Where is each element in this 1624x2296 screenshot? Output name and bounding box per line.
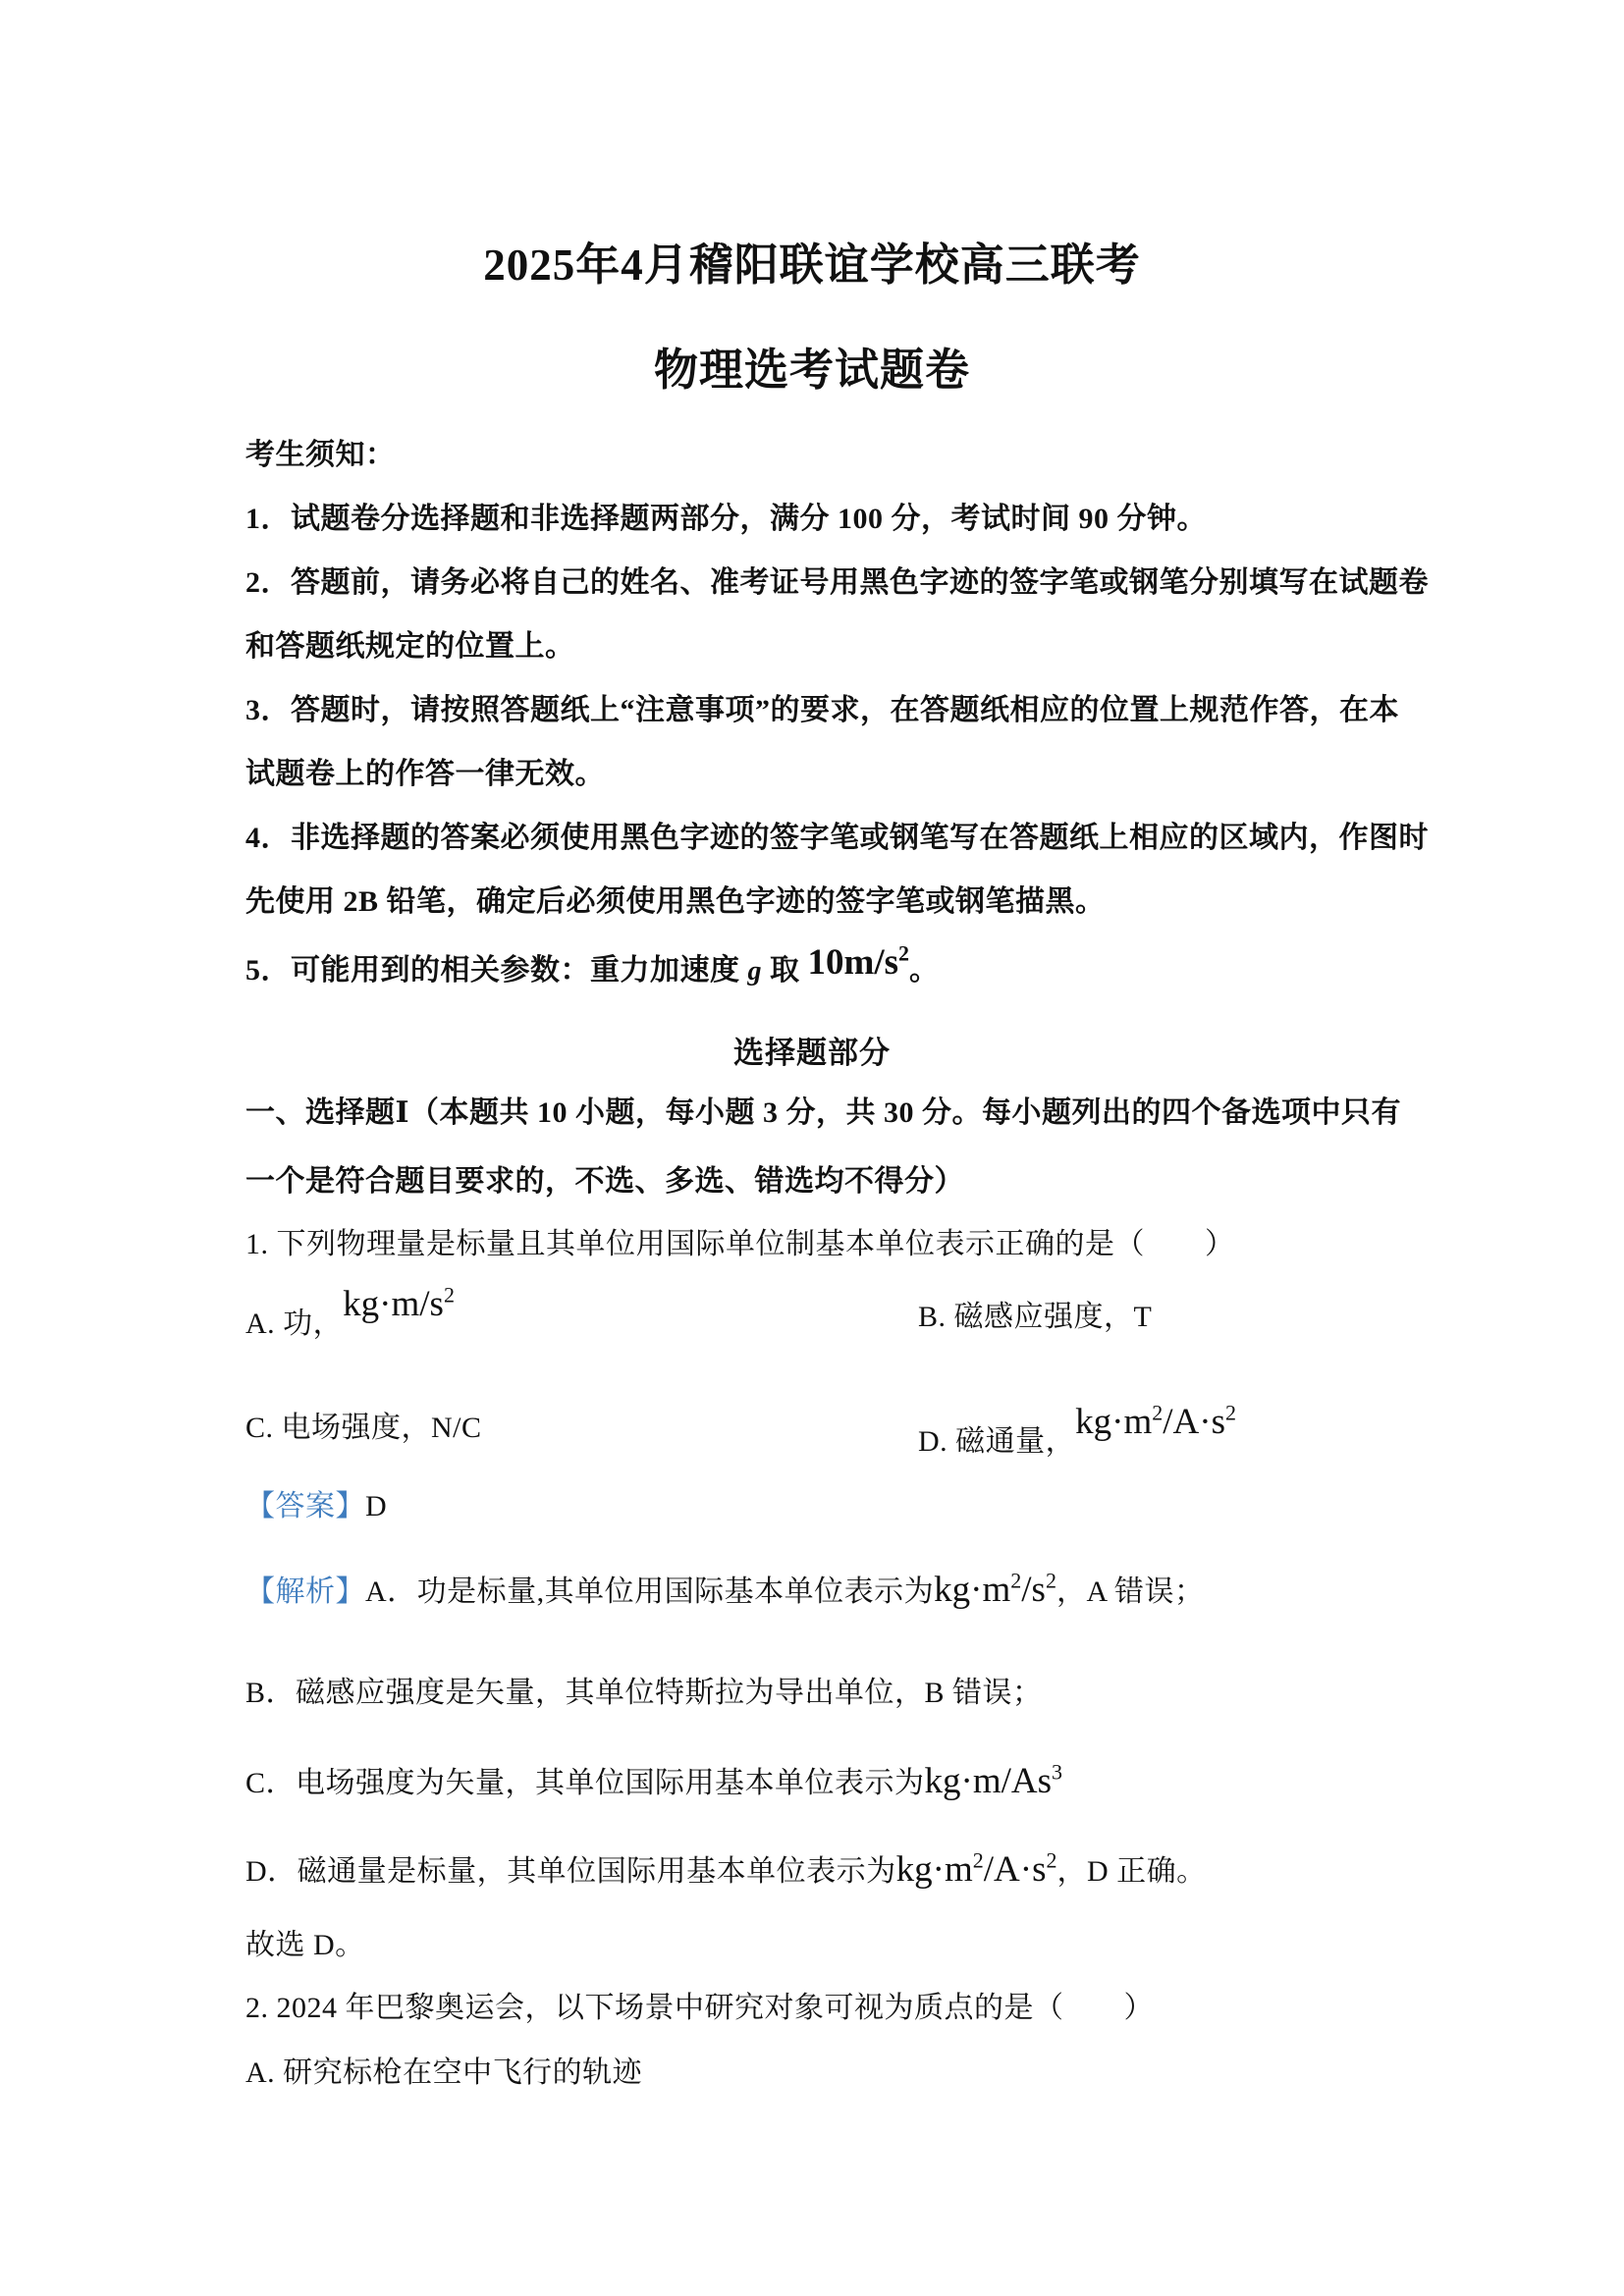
- analysis-line-d: [245, 1845, 1207, 1895]
- notice-item-2-line-1: 2．答题前，请务必将自己的姓名、准考证号用黑色字迹的签字笔或钢笔分别填写在试题卷: [245, 566, 1429, 599]
- analysis-c-formula: [925, 1761, 1063, 1801]
- analysis-a-formula: [934, 1570, 1056, 1610]
- analysis-a-conclusion: ，A 错误；: [1056, 1575, 1205, 1608]
- analysis-a-exponent-1: 2: [1010, 1568, 1022, 1593]
- question-1-stem: 1. 下列物理量是标量且其单位用国际单位制基本单位表示正确的是（ ）: [245, 1228, 1235, 1260]
- answer-tag: 【答案】: [245, 1490, 365, 1522]
- analysis-d-conclusion: ，D 正确。: [1056, 1855, 1207, 1888]
- option-d-exponent-2: 2: [1225, 1400, 1237, 1425]
- analysis-d-unit-part-1: kg·m: [895, 1849, 973, 1890]
- question-1-option-b: B. 磁感应强度，T: [918, 1301, 1153, 1333]
- gravity-value-exponent: 2: [898, 940, 909, 966]
- option-d-formula: [1075, 1398, 1236, 1447]
- question-1-option-a: [245, 1282, 455, 1347]
- notice-item-5-suffix: 。: [909, 954, 940, 987]
- analysis-a-exponent-2: 2: [1045, 1568, 1056, 1593]
- page-subtitle: 物理选考试题卷: [653, 346, 970, 395]
- analysis-line-b: B．磁感应强度是矢量，其单位特斯拉为导出单位，B 错误；: [245, 1677, 1043, 1709]
- analysis-d-text: D．磁通量是标量，其单位国际用基本单位表示为: [245, 1855, 896, 1888]
- analysis-d-formula: [896, 1849, 1057, 1890]
- option-a-formula: [343, 1280, 455, 1329]
- notice-item-2-line-2: 和答题纸规定的位置上。: [245, 630, 575, 663]
- option-d-label: D. 磁通量，: [918, 1425, 1076, 1458]
- section-heading-choice-part: 选择题部分: [733, 1036, 891, 1070]
- option-a-label: A. 功，: [245, 1308, 344, 1340]
- question-2-option-a: A. 研究标枪在空中飞行的轨迹: [245, 2056, 643, 2089]
- analysis-line-a: [245, 1566, 1204, 1615]
- notice-item-1: 1．试题卷分选择题和非选择题两部分，满分 100 分，考试时间 90 分钟。: [245, 503, 1207, 535]
- analysis-line-c: [245, 1757, 1062, 1806]
- notice-item-3-line-2: 试题卷上的作答一律无效。: [245, 758, 605, 790]
- answer-value: D: [365, 1490, 388, 1522]
- question-1-option-d: [918, 1400, 1237, 1465]
- notice-item-3-line-1: 3．答题时，请按照答题纸上“注意事项”的要求，在答题纸相应的位置上规范作答，在本: [245, 694, 1399, 726]
- analysis-c-unit-base: kg·m/As: [924, 1761, 1053, 1801]
- option-d-unit-part-2: /A·s: [1163, 1402, 1226, 1442]
- analysis-d-unit-part-2: /A·s: [983, 1849, 1047, 1890]
- analysis-tag: 【解析】: [245, 1575, 365, 1608]
- analysis-c-text: C．电场强度为矢量，其单位国际用基本单位表示为: [245, 1767, 925, 1799]
- analysis-d-exponent-1: 2: [972, 1847, 984, 1873]
- analysis-a-text: A．功是标量,其单位用国际基本单位表示为: [365, 1575, 935, 1608]
- notice-item-5: [245, 940, 940, 993]
- question-1-option-c: C. 电场强度，N/C: [245, 1412, 482, 1444]
- notice-item-5-mid: 取: [762, 954, 808, 987]
- section-1-intro-line-1: 一、选择题Ⅰ（本题共 10 小题，每小题 3 分，共 30 分。每小题列出的四个备选项中只有: [245, 1096, 1402, 1129]
- analysis-c-exponent: 3: [1052, 1759, 1063, 1785]
- gravity-value-base: 10m/s: [807, 942, 898, 983]
- analysis-a-unit-part-1: kg·m: [934, 1570, 1011, 1610]
- option-a-unit-exponent: 2: [443, 1282, 455, 1308]
- page-title: 2025年4月稽阳联谊学校高三联考: [483, 240, 1141, 290]
- question-2-stem: 2. 2024 年巴黎奥运会，以下场景中研究对象可视为质点的是（ ）: [245, 1992, 1154, 2024]
- gravity-value-formula: [808, 938, 910, 988]
- gravity-symbol: g: [747, 956, 762, 987]
- option-d-exponent-1: 2: [1152, 1400, 1164, 1425]
- notice-item-4-line-2: 先使用 2B 铅笔，确定后必须使用黑色字迹的签字笔或钢笔描黑。: [245, 885, 1106, 918]
- notice-heading: 考生须知：: [245, 439, 396, 471]
- notice-item-4-line-1: 4．非选择题的答案必须使用黑色字迹的签字笔或钢笔写在答题纸上相应的区域内，作图时: [245, 822, 1429, 854]
- option-a-unit-base: kg·m/s: [343, 1284, 444, 1324]
- notice-item-5-prefix: 5．可能用到的相关参数：重力加速度: [245, 954, 748, 987]
- analysis-a-unit-part-2: /s: [1021, 1570, 1046, 1610]
- option-d-unit-part-1: kg·m: [1075, 1402, 1153, 1442]
- analysis-d-exponent-2: 2: [1046, 1847, 1057, 1873]
- section-1-intro-line-2: 一个是符合题目要求的，不选、多选、错选均不得分）: [245, 1165, 964, 1198]
- conclusion-line: 故选 D。: [245, 1929, 365, 1961]
- answer-line: [245, 1487, 387, 1527]
